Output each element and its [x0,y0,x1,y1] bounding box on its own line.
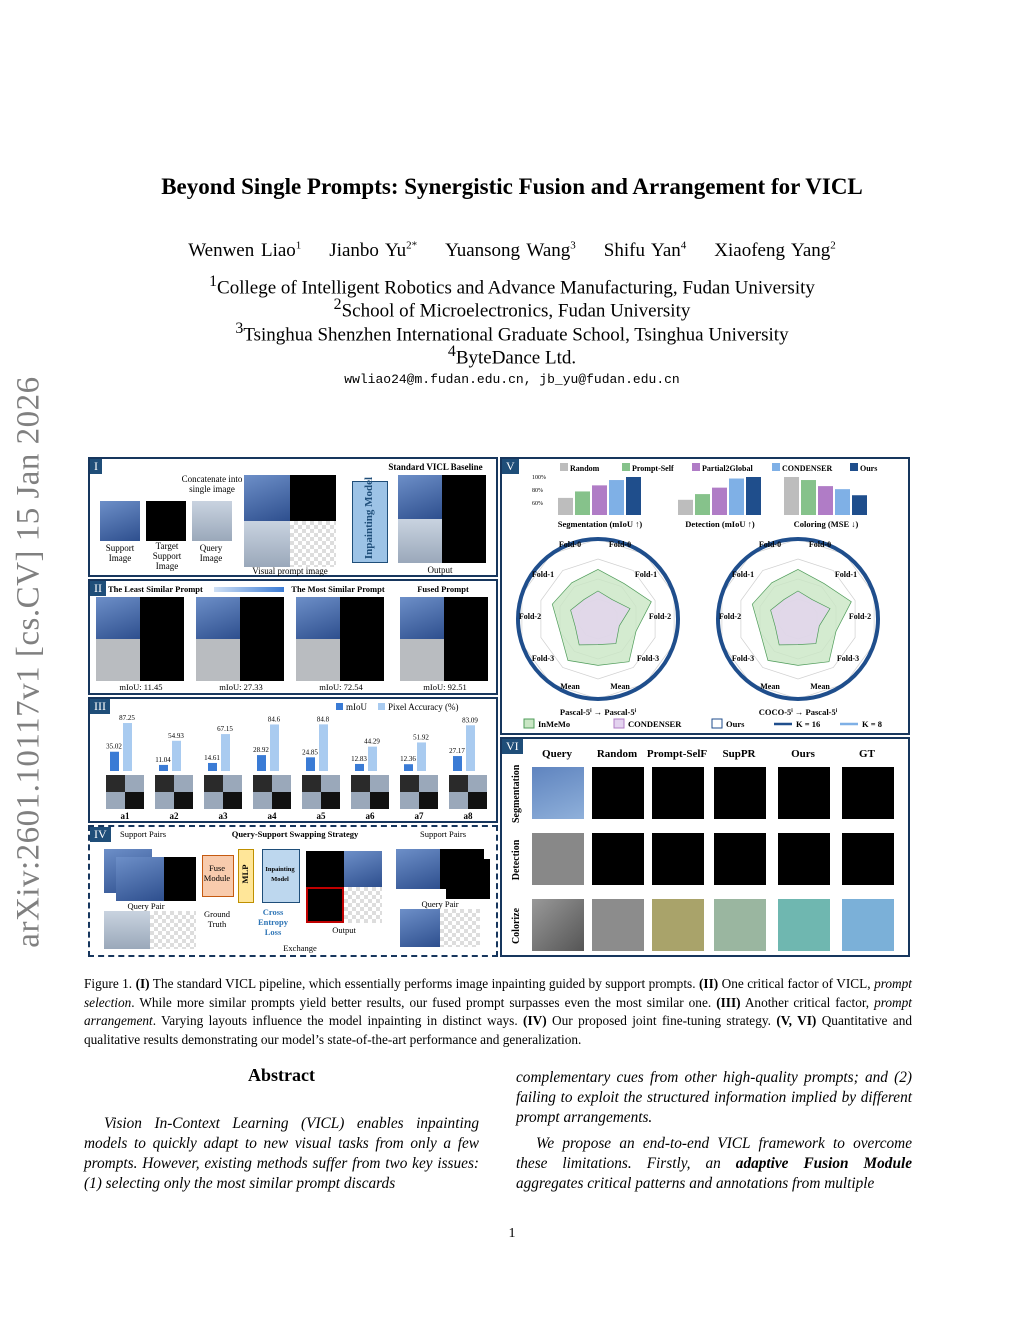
author: Wenwen Liao$^1$ [188,240,302,262]
radar-axis-label: Fold-2 [648,612,672,621]
group-bar [695,494,710,515]
p2-img [340,597,384,639]
legend-entry: Random [570,464,600,473]
fuse-label: Fuse Module [203,863,231,883]
iv-img [344,887,382,923]
abstract-right-text [516,1068,912,1194]
iv-img [344,851,382,887]
pa-bar [466,725,475,771]
exchange-label: Exchange [283,943,317,953]
pa-bar [319,724,328,771]
group-bar [626,477,641,515]
panel-iv [88,825,498,957]
radar-legend-swatch [524,719,534,728]
result-image [714,767,766,819]
layout-thumb [155,792,174,809]
p2-img [340,639,384,681]
miou-label: mIoU: 92.51 [423,682,467,692]
vp-target [290,475,336,521]
panel-tag: IV [90,827,111,842]
layout-thumb [449,775,468,792]
result-image [778,767,830,819]
legend-swatch [850,463,858,471]
column-header: Prompt-SelF [646,748,708,760]
radar-axis-label: Fold-0 [558,540,582,549]
layout-label: a8 [463,811,473,821]
layout-thumb [370,792,389,809]
layout-thumb [174,792,193,809]
gt-label: Ground Truth [204,909,230,929]
vp-query [244,521,290,567]
radar-axis-label: Fold-3 [731,654,755,663]
group-bar [818,486,833,515]
panel-iii [88,697,498,823]
legend-miou: mIoU [346,702,367,712]
layout-thumb [468,775,487,792]
vp-support [244,475,290,521]
panel-i [88,457,498,577]
pa-bar [417,742,426,771]
y-tick: 60% [532,501,543,507]
legend-entry: CONDENSER [782,464,833,473]
author-list [0,240,1024,262]
caption-label: Figure 1. [84,976,133,991]
group-bar [575,491,590,515]
panel-tag: I [90,459,102,474]
legend-miou-swatch [336,703,343,710]
iv-img [104,911,150,949]
panel-tag: V [502,459,519,474]
iv-img [306,887,344,923]
iv-img [446,859,490,899]
fusion-module-term: adaptive Fusion Module [735,1155,912,1172]
miou-value: 12.36 [400,755,416,764]
layout-thumb [321,775,340,792]
layout-thumb [419,775,438,792]
support-pairs-label: Support Pairs [119,829,167,839]
layout-thumb [125,775,144,792]
layout-thumb [400,775,419,792]
panel-tag: III [90,699,110,714]
iv-img [440,909,480,947]
radar-axis-label: Mean [810,682,830,691]
vp-mask [290,521,336,567]
radar-legend-entry: CONDENSER [628,719,682,729]
layout-thumb [223,792,242,809]
quantitative-results-chart [502,459,908,733]
layout-thumb [204,792,223,809]
result-image [592,833,644,885]
concat-label: Concatenate into single image [181,474,243,494]
result-image [532,899,584,951]
row-header: Segmentation [511,764,522,823]
group-bar [558,498,573,515]
miou-value: 28.92 [253,746,269,755]
layout-thumb [419,792,438,809]
miou-bar [404,764,413,771]
support-pairs-label: Support Pairs [419,829,467,839]
group-bar [609,480,624,515]
out-pred [442,519,486,563]
radar-legend-swatch [614,719,624,728]
miou-value: 14.61 [204,753,220,762]
output-label: Output [427,565,453,575]
support-label: Support Image [105,543,135,563]
radar-axis-label: Fold-0 [758,540,782,549]
layout-label: a7 [414,811,424,821]
group-label: Detection (mIoU ↑) [685,519,755,529]
arxiv-identifier: arXiv:2601.10117v1 [cs.CV] 15 Jan 2026 [10,376,47,948]
right-paragraph-1: complementary cues from other high-quality prompts; and (2) failing to exploit the structured information implied by different prompt arrangements. [516,1069,912,1126]
miou-value: 12.83 [351,754,367,763]
pa-value: 84.8 [316,715,330,724]
radar-axis-label: Fold-2 [718,612,742,621]
layout-thumb [449,792,468,809]
group-label: Segmentation (mIoU ↑) [557,519,643,529]
radar-legend-entry: InMeMo [538,719,571,729]
right-paragraph-2: We propose an end-to-end VICL framework to overcome these limitations. Firstly, an adaptive Fusion Module aggregates critical patterns and annotations from multiple [516,1135,912,1192]
miou-bar [110,752,119,771]
result-image [592,767,644,819]
miou-bar [257,755,266,771]
p2-img [96,639,140,681]
layout-label: a4 [267,811,277,821]
miou-label: mIoU: 27.33 [219,682,263,692]
result-image [652,767,704,819]
p2-img [444,639,488,681]
abstract-heading: Abstract [248,1065,315,1085]
p2-img [96,597,140,639]
radar-axis-label: Fold-0 [808,540,832,549]
miou-bar [355,764,364,771]
column-header: Random [596,748,638,760]
miou-value: 35.02 [106,742,122,751]
radar-axis-label: Mean [760,682,780,691]
radar-axis-label: Fold-1 [834,570,858,579]
layout-thumb [125,792,144,809]
layout-thumb [351,792,370,809]
group-bar [678,500,693,515]
radar-axis-label: Fold-3 [836,654,860,663]
figure-1 [88,455,912,960]
abstract-left-text: Vision In-Context Learning (VICL) enables inpainting models to quickly adapt to new visual tasks from only a few prompts. However, existing methods suffer from two key issues: (1) selecting only the most similar prompt discards [84,1115,479,1192]
iv-img [396,849,440,889]
p2-img [196,597,240,639]
group-bar [712,488,727,515]
row-header: Detection [511,839,522,881]
iv-img [164,857,196,901]
radar-axis-label: Fold-1 [531,570,555,579]
p2-img [296,597,340,639]
support-image [100,501,140,541]
result-image [714,833,766,885]
iv-img [400,909,440,947]
iv-img [306,851,344,887]
radar-legend-entry: K = 16 [796,719,821,729]
miou-bar [159,765,168,771]
radar-title: Pascal-5ⁱ → Pascal-5ⁱ [559,707,637,717]
layout-bar-chart [90,699,496,821]
target-label: Target Support Image [152,541,182,571]
row-header: Colorize [511,907,522,945]
author: Xiaofeng Yang$^2$ [714,240,836,262]
y-tick: 100% [532,475,546,481]
legend-entry: Ours [860,464,878,473]
layout-thumb [400,792,419,809]
result-image [532,767,584,819]
layout-thumb [106,775,125,792]
result-image [592,899,644,951]
result-image [652,899,704,951]
layout-thumb [302,792,321,809]
miou-value: 11.04 [155,755,171,764]
p2-img [140,597,184,639]
legend-swatch [772,463,780,471]
layout-thumb [370,775,389,792]
result-image [652,833,704,885]
legend-swatch [560,463,568,471]
miou-value: 27.17 [449,747,465,756]
pa-value: 67.15 [217,725,233,734]
radar-legend-entry: Ours [726,719,745,729]
miou-bar [208,763,217,771]
radar-axis-label: Fold-2 [848,612,872,621]
pa-bar [221,734,230,771]
panel-title: Standard VICL Baseline [388,462,483,472]
radar-axis-label: Fold-3 [531,654,555,663]
radar-axis-label: Fold-2 [518,612,542,621]
out-target [442,475,486,519]
layout-thumb [272,775,291,792]
layout-thumb [253,775,272,792]
affiliation-1: $^1$College of Intelligent Robotics and Advance Manufacturing, Fudan University [209,273,815,299]
iv-img [150,911,196,949]
figure-caption [84,975,912,1049]
p2-img [196,639,240,681]
paper-title: Beyond Single Prompts: Synergistic Fusion and Arrangement for VICL [161,174,863,199]
miou-bar [453,756,462,771]
group-bar [729,479,744,515]
group-bar [835,489,850,515]
layout-label: a1 [120,811,130,821]
output-label: Output [332,925,356,935]
layout-thumb [155,775,174,792]
layout-thumb [174,775,193,792]
qualitative-grid [502,739,908,955]
pa-value: 83.09 [462,716,478,725]
pa-bar [123,723,132,771]
p2-img [240,597,284,639]
column-header: Ours [791,748,815,760]
column-header: SupPR [722,748,756,760]
result-image [842,767,894,819]
author: Yuansong Wang$^3$ [445,240,576,262]
result-image [778,833,830,885]
group-bar [801,480,816,515]
layout-thumb [253,792,272,809]
group-bar [852,495,867,515]
layout-thumb [351,775,370,792]
pa-value: 84.6 [267,715,281,724]
author: Shifu Yan$^4$ [603,240,687,262]
layout-thumb [302,775,321,792]
p2-img [296,639,340,681]
radar-axis-label: Fold-3 [636,654,660,663]
group-bar [784,477,799,515]
author: Jianbo $Yu^{2*}$ [329,240,418,262]
radar-axis-label: Fold-1 [634,570,658,579]
panel-title: Query-Support Swapping Strategy [231,829,359,839]
p2-img [140,639,184,681]
layout-thumb [223,775,242,792]
result-image [842,899,894,951]
pa-value: 51.92 [413,733,429,742]
radar-axis-label: Fold-0 [608,540,632,549]
layout-label: a6 [365,811,375,821]
panel-tag: VI [502,739,523,754]
legend-entry: Partial2Global [702,464,753,473]
pa-value: 87.25 [119,714,135,723]
most-similar-label: The Most Similar Prompt [291,584,385,594]
pa-value: 44.29 [364,737,380,746]
mlp-label: MLP [240,864,250,884]
layout-label: a5 [316,811,326,821]
least-similar-label: The Least Similar Prompt [108,584,203,594]
layout-thumb [468,792,487,809]
pa-bar [368,747,377,771]
iv-model-label: Inpainting Model [265,866,295,883]
radar-axis-label: Mean [560,682,580,691]
pa-bar [270,724,279,771]
result-image [714,899,766,951]
target-image [146,501,186,541]
layout-thumb [272,792,291,809]
model-label: Inpainting Model [363,476,375,560]
panel-ii [88,579,498,695]
panel-tag: II [90,581,106,596]
result-image [532,833,584,885]
legend-entry: Prompt-Self [632,464,674,473]
affiliation-3: $^3$Tsinghua Shenzhen International Graduate School, Tsinghua University [235,320,789,346]
iv-img [116,857,164,901]
visual-prompt-label: Visual prompt image [252,566,328,576]
layout-thumb [204,775,223,792]
layout-thumb [106,792,125,809]
pa-value: 54.93 [168,731,184,740]
layout-thumb [321,792,340,809]
query-label: Query Image [199,543,223,563]
radar-title: COCO-5ⁱ → Pascal-5ⁱ [758,707,838,717]
group-bar [592,485,607,515]
p2-img [400,639,444,681]
group-bar [746,477,761,515]
query-pair-label: Query Pair [421,899,459,909]
radar-legend-swatch [712,719,722,728]
caption-text: (I) The standard VICL pipeline, which essentially performs image inpainting guided by support prompts. (II) One critical factor of VICL, prompt selection. While more similar prompts yield better results, our fused prompt surpasses even the most similar one. (III) Another critical factor, prompt arrangement. Varying layouts influence the model inpainting in distinct ways. (IV) Our proposed joint fine-tuning strategy. (V, VI) Quantitative and qualitative results demonstrating our model’s state-of-the-art performance and generalization. [84,976,913,1047]
layout-label: a3 [218,811,228,821]
legend-swatch [622,463,630,471]
result-image [778,899,830,951]
y-tick: 80% [532,488,543,494]
result-image [842,833,894,885]
radar-legend-entry: K = 8 [862,719,882,729]
miou-bar [306,757,315,771]
miou-label: mIoU: 11.45 [119,682,163,692]
radar-axis-label: Mean [610,682,630,691]
pa-bar [172,741,181,771]
affiliation-2: $^2$School of Microelectronics, Fudan University [333,296,691,322]
loss-label: Cross Entropy Loss [257,907,289,937]
legend-pa: Pixel Accuracy (%) [388,702,459,712]
legend-pa-swatch [378,703,385,710]
panel-vi [500,737,910,957]
out-support [398,475,442,519]
query-pair-label: Query Pair [127,901,165,911]
page-number: 1 [508,1226,516,1241]
query-image [192,501,232,541]
radar-axis-label: Fold-1 [731,570,755,579]
layout-label: a2 [169,811,179,821]
fused-label: Fused Prompt [417,584,469,594]
affiliation-4: $^4$ByteDance Ltd. [447,343,577,369]
panel-v [500,457,910,735]
p2-img [444,597,488,639]
column-header: GT [859,748,875,760]
column-header: Query [542,748,572,760]
out-query [398,519,442,563]
group-label: Coloring (MSE ↓) [793,519,859,529]
p2-img [400,597,444,639]
p2-img [240,639,284,681]
miou-label: mIoU: 72.54 [319,682,363,692]
miou-value: 24.85 [302,748,318,757]
author-emails: wwliao24@m.fudan.edu.cn, jb_yu@fudan.edu.cn [344,372,680,387]
legend-swatch [692,463,700,471]
similarity-arrow [214,587,284,592]
